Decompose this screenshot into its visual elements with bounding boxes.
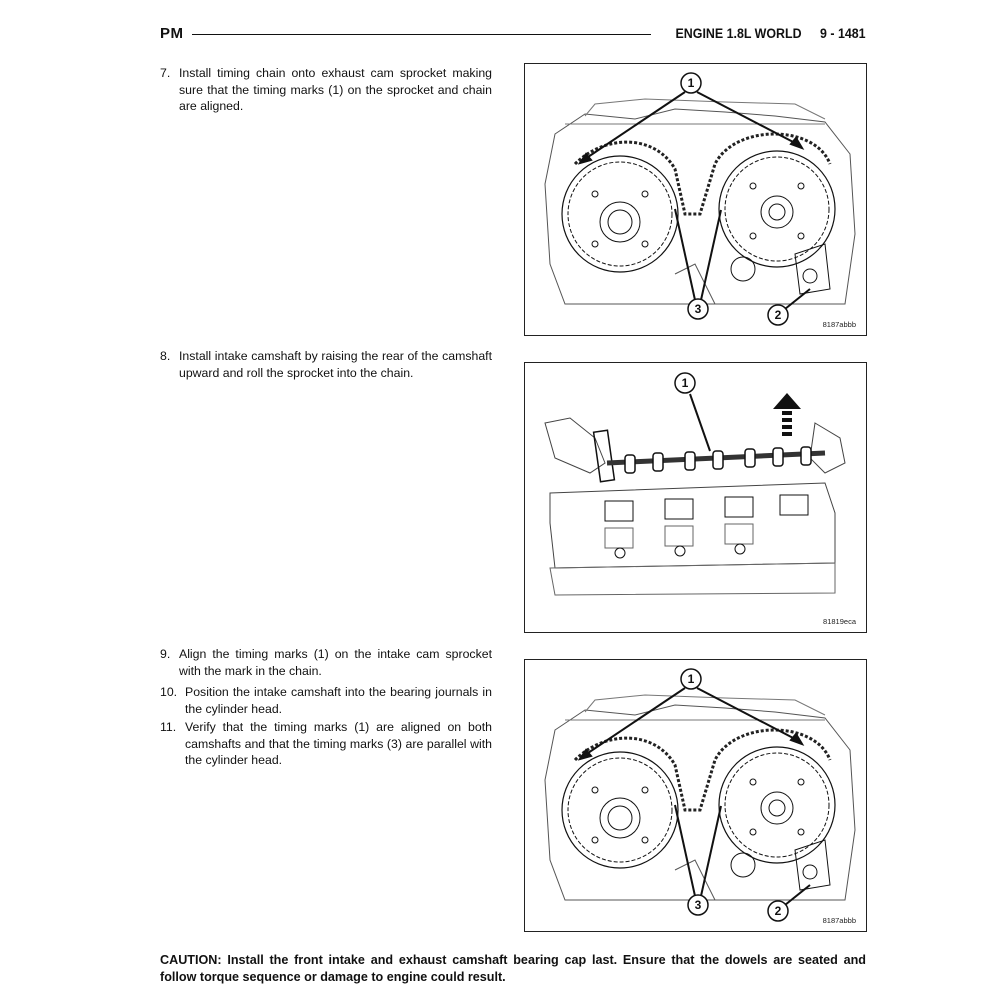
step-9 — [160, 646, 492, 679]
page-header — [160, 22, 866, 44]
figure-timing-chain-sprockets-2 — [524, 659, 867, 932]
caution-note: CAUTION: Install the front intake and exhaust camshaft bearing cap last. Ensure that the dowels are seated and follow torque sequence or damage to engine could result. — [160, 953, 866, 984]
step-text: Install timing chain onto exhaust cam sprocket making sure that the timing marks (1) on the sprocket and chain are aligned. — [179, 66, 492, 113]
figure-code: 8187abbb — [822, 916, 856, 925]
step-7 — [160, 65, 492, 115]
figure-intake-camshaft-install — [524, 362, 867, 633]
step-number: 10. — [160, 685, 178, 699]
step-number: 7. — [160, 66, 171, 80]
step-text: Verify that the timing marks (1) are aligned on both camshafts and that the timing marks (3) are parallel with the cylinder head. — [185, 720, 492, 767]
step-text: Align the timing marks (1) on the intake cam sprocket with the mark in the chain. — [179, 647, 492, 678]
header-title: ENGINE 1.8L WORLD — [675, 25, 803, 41]
step-8 — [160, 348, 492, 381]
step-11 — [160, 719, 492, 769]
header-page-number: 9 - 1481 — [820, 25, 866, 41]
step-number: 8. — [160, 349, 171, 363]
step-text: Install intake camshaft by raising the rear of the camshaft upward and roll the sprocket into the chain. — [179, 349, 492, 380]
callout-2-label: 2 — [774, 308, 782, 322]
figure-code: 81819eca — [823, 617, 856, 626]
step-number: 9. — [160, 647, 171, 661]
step-number: 11. — [160, 720, 177, 734]
camshaft-illustration — [525, 363, 866, 632]
step-text: Position the intake camshaft into the bearing journals in the cylinder head. — [185, 685, 492, 716]
callout-3-label: 3 — [694, 302, 702, 316]
header-rule — [192, 34, 652, 35]
engine-sprocket-illustration — [525, 660, 866, 931]
figure-code: 8187abbb — [822, 320, 856, 329]
figure-timing-chain-sprockets-1 — [524, 63, 867, 336]
header-title-block — [676, 26, 866, 41]
callout-1-label: 1 — [687, 76, 695, 90]
engine-sprocket-illustration — [525, 64, 866, 335]
step-10 — [160, 684, 492, 717]
callout-3-label: 3 — [694, 898, 702, 912]
callout-1-label: 1 — [687, 672, 695, 686]
callout-1-label: 1 — [681, 376, 689, 390]
callout-2-label: 2 — [774, 904, 782, 918]
header-section-code: PM — [160, 24, 184, 42]
